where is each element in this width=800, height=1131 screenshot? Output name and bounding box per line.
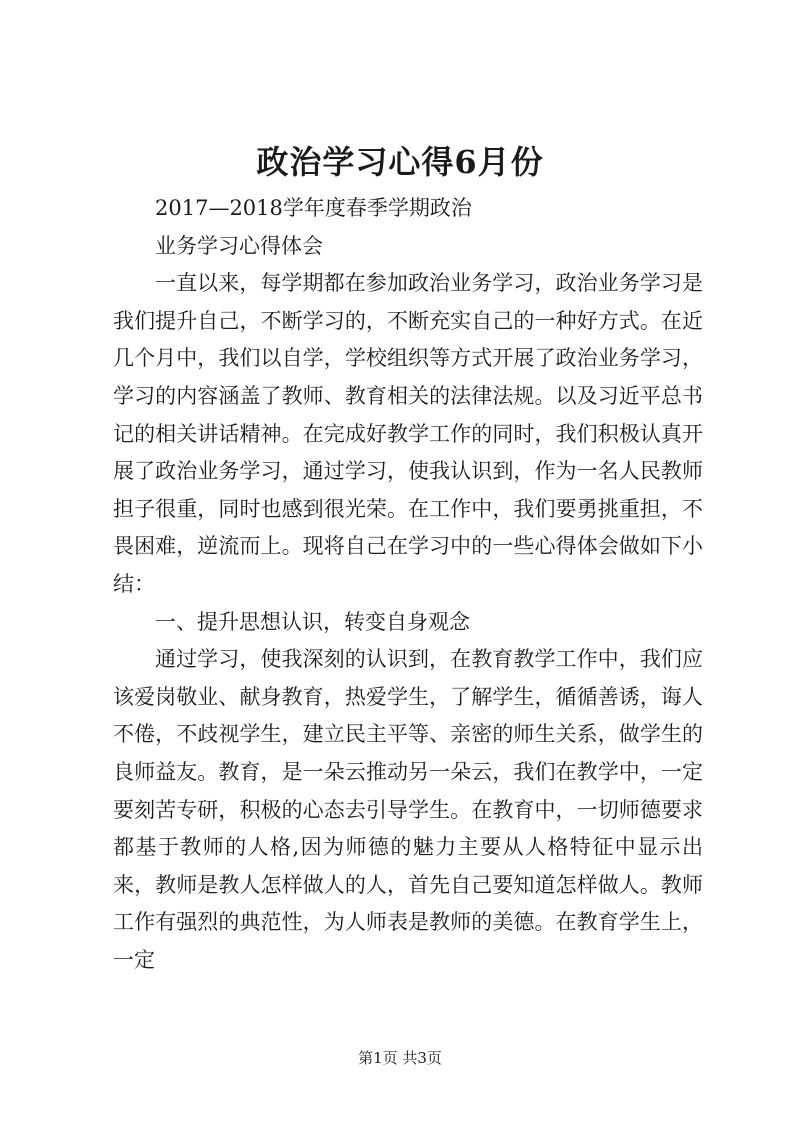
paragraph-intro: 一直以来，每学期都在参加政治业务学习，政治业务学习是我们提升自己，不断学习的，不断充实自己的一种好方式。在近几个月中，我们以自学，学校组织等方式开展了政治业务学习，学习的内容涵盖了教师、教育相关的法律法规。以及习近平总书记的相关讲话精神。在完成好教学工作的同时，我们积极认真开展了政治业务学习，通过学习，使我认识到，作为一名人民教师担子很重，同时也感到很光荣。在工作中，我们要勇挑重担，不畏困难，逆流而上。现将自己在学习中的一些心得体会做如下小结：	[113, 271, 703, 596]
paragraph-subtitle: 业务学习心得体会	[155, 233, 323, 258]
document-body	[113, 190, 703, 979]
page-footer: 第1页 共3页	[358, 1049, 442, 1067]
section-heading-1: 一、提升思想认识，转变自身观念	[155, 609, 470, 634]
paragraph-section-1: 通过学习，使我深刻的认识到，在教育教学工作中，我们应该爱岗敬业、献身教育，热爱学生，了解学生，循循善诱，诲人不倦，不歧视学生，建立民主平等、亲密的师生关系，做学生的良师益友。教育，是一朵云推动另一朵云，我们在教学中，一定要刻苦专研，积极的心态去引导学生。在教育中，一切师德要求都基于教师的人格,因为师德的魅力主要从人格特征中显示出来，教师是教人怎样做人的人，首先自己要知道怎样做人。教师工作有强烈的典范性，为人师表是教师的美德。在教育学生上，一定	[113, 647, 703, 972]
paragraph-school-term: 2017—2018学年度春季学期政治	[155, 196, 472, 220]
document-title: 政治学习心得6月份	[256, 143, 544, 181]
